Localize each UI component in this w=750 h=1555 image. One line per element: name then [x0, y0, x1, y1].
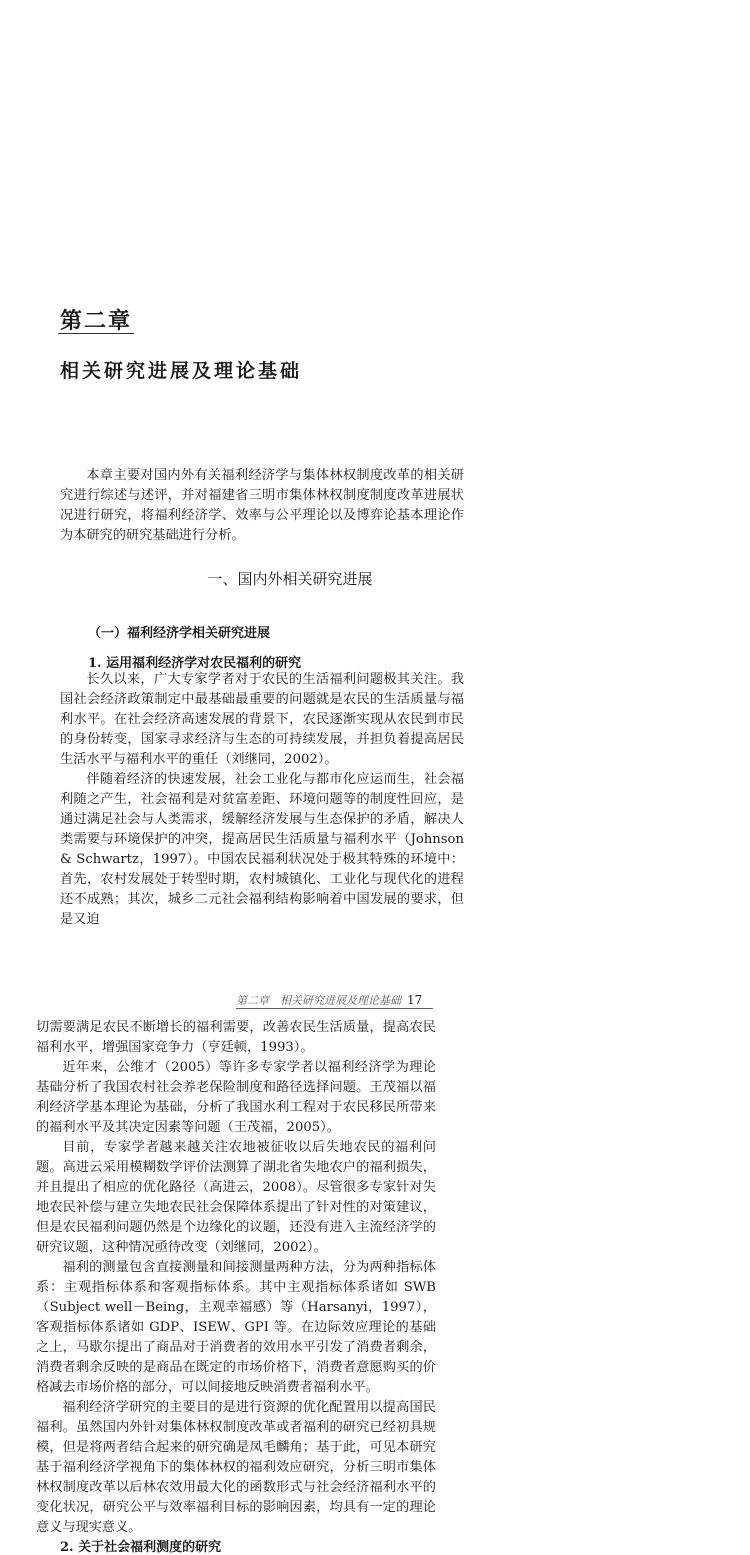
header-rule	[236, 1008, 433, 1009]
item-heading: 1. 运用福利经济学对农民福利的研究	[88, 656, 302, 671]
chapter-title: 相关研究进展及理论基础	[60, 360, 303, 382]
continuation-paragraph: 切需要满足农民不断增长的福利需要，改善农民生活质量，提高农民福利水平，增强国家竞争力（亨廷顿，1993）。	[36, 1020, 436, 1055]
page-number: 17	[407, 993, 423, 1007]
section-heading: 一、国内外相关研究进展	[207, 570, 373, 588]
next-item-heading: 2. 关于社会福利测度的研究	[60, 1540, 222, 1555]
body-paragraph: 目前，专家学者越来越关注农地被征收以后失地农民的福利问题。高进云采用模糊数学评价法测算了湖北省失地农户的福利损失，并且提出了相应的优化路径（高进云，2008）。尽管很多专家针对失地农民补偿与建立失地农民社会保障体系提出了针对性的对策建议，但是农民福利问题仍然是个边缘化的议题，还没有进入主流经济学的研究议题，这种情况亟待改变（刘继同，2002）。	[36, 1140, 436, 1255]
body-paragraph: 近年来，公维才（2005）等许多专家学者以福利经济学为理论基础分析了我国农村社会养老保险制度和路径选择问题。王茂福以福利经济学基本理论为基础，分析了我国水利工程对于农民移民所带来的福利水平及其决定因素等问题（王茂福，2005）。	[36, 1060, 436, 1135]
body-paragraph: 长久以来，广大专家学者对于农民的生活福利问题极其关注。我国社会经济政策制定中最基础最重要的问题就是农民的生活质量与福利水平。在社会经济高速发展的背景下，农民逐渐实现从农民到市民的身份转变，国家寻求经济与生态的可持续发展，并担负着提高居民生活水平与福利水平的重任（刘继同，2002）。	[60, 672, 464, 767]
subsection-heading: （一）福利经济学相关研究进展	[88, 626, 271, 641]
upper-body	[60, 670, 464, 930]
intro-block	[60, 466, 464, 546]
body-paragraph: 伴随着经济的快速发展，社会工业化与都市化应运而生，社会福利随之产生，社会福利是对贫富差距、环境问题等的制度性回应，是通过满足社会与人类需求，缓解经济发展与生态保护的矛盾，解决人类需要与环境保护的冲突，提高居民生活质量与福利水平（Johnson & Schwartz，1997）。中国农民福利状况处于极其特殊的环境中：首先，农村发展处于转型时期，农村城镇化、工业化与现代化的进程还不成熟；其次，城乡二元社会福利结构影响着中国发展的要求，但是又迫	[60, 772, 464, 927]
chapter-rule	[58, 333, 134, 334]
body-paragraph: 福利的测量包含直接测量和间接测量两种方法，分为两种指标体系：主观指标体系和客观指标体系。其中主观指标体系诸如 SWB（Subject well－Being，主观幸福感）等（Harsanyi，1997），客观指标体系诸如 GDP、ISEW、GPI 等。在边际效应理论的基础之上，马歇尔提出了商品对于消费者的效用水平引发了消费者剩余，消费者剩余反映的是商品在既定的市场价格下，消费者意愿购买的价格减去市场价格的部分，可以间接地反映消费者福利水平。	[36, 1260, 436, 1395]
running-header	[236, 992, 433, 1008]
lower-body	[36, 1018, 436, 1538]
running-header-text: 第二章 相关研究进展及理论基础	[236, 994, 401, 1007]
chapter-label: 第二章	[60, 309, 133, 334]
body-paragraph: 福利经济学研究的主要目的是进行资源的优化配置用以提高国民福利。虽然国内外针对集体林权制度改革或者福利的研究已经初具规模，但是将两者结合起来的研究确是凤毛麟角；基于此，可见本研究基于福利经济学视角下的集体林权的福利效应研究，分析三明市集体林权制度改革以后林农效用最大化的函数形式与社会经济福利水平的变化状况，研究公平与效率福利目标的影响因素，均具有一定的理论意义与现实意义。	[36, 1400, 436, 1535]
intro-paragraph: 本章主要对国内外有关福利经济学与集体林权制度改革的相关研究进行综述与述评，并对福建省三明市集体林权制度制度改革进展状况进行研究，将福利经济学、效率与公平理论以及博弈论基本理论作为本研究的研究基础进行分析。	[60, 468, 464, 543]
